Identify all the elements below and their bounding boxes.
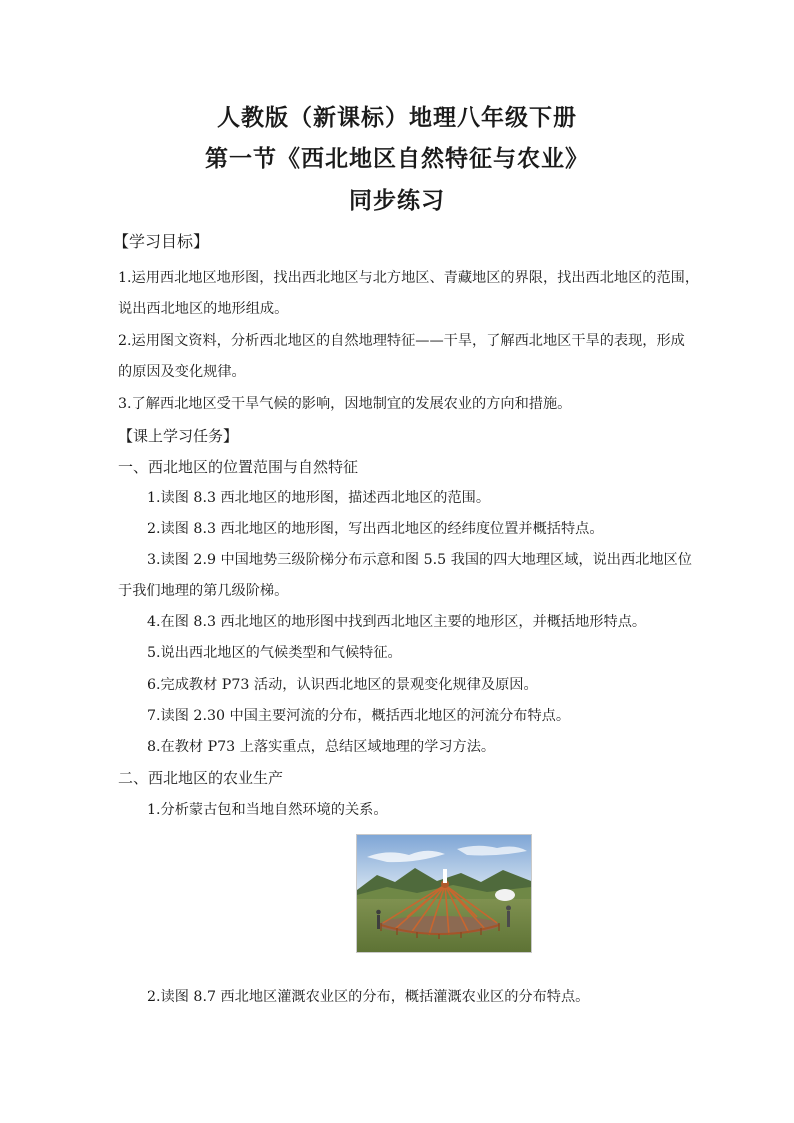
section1-item-6: 6.完成教材 P73 活动，认识西北地区的景观变化规律及原因。 (147, 677, 538, 693)
yurt-photo (356, 834, 532, 953)
section1-item-3-line1: 3.读图 2.9 中国地势三级阶梯分布示意和图 5.5 我国的四大地理区域，说出西北地区位 (147, 552, 692, 568)
objective-2-line2: 的原因及变化规律。 (118, 364, 246, 380)
tasks-heading: 【课上学习任务】 (118, 427, 239, 445)
objective-1-line1: 1.运用西北地区地形图，找出西北地区与北方地区、青藏地区的界限，找出西北地区的范围， (118, 270, 700, 286)
section1-item-4: 4.在图 8.3 西北地区的地形图中找到西北地区主要的地形区，并概括地形特点。 (147, 614, 647, 630)
section1-title: 一、西北地区的位置范围与自然特征 (118, 458, 359, 476)
objective-1-line2: 说出西北地区的地形组成。 (118, 301, 289, 317)
section1-item-1: 1.读图 8.3 西北地区的地形图，描述西北地区的范围。 (147, 490, 491, 506)
section2-item-1: 1.分析蒙古包和当地自然环境的关系。 (147, 802, 388, 818)
section1-item-5: 5.说出西北地区的气候类型和气候特征。 (147, 645, 402, 661)
section2-title: 二、西北地区的农业生产 (118, 769, 284, 787)
section1-item-3-line2: 于我们地理的第几级阶梯。 (118, 583, 289, 599)
section1-item-2: 2.读图 8.3 西北地区的地形图，写出西北地区的经纬度位置并概括特点。 (147, 521, 604, 537)
section2-item-2: 2.读图 8.7 西北地区灌溉农业区的分布，概括灌溉农业区的分布特点。 (147, 989, 590, 1005)
objective-3: 3.了解西北地区受干旱气候的影响，因地制宜的发展农业的方向和措施。 (118, 396, 572, 412)
doc-title-line3: 同步练习 (349, 187, 445, 214)
doc-title-line2: 第一节《西北地区自然特征与农业》 (205, 145, 589, 172)
section1-item-8: 8.在教材 P73 上落实重点，总结区域地理的学习方法。 (147, 739, 496, 755)
doc-title-line1: 人教版（新课标）地理八年级下册 (217, 104, 577, 131)
objective-2-line1: 2.运用图文资料，分析西北地区的自然地理特征——干旱，了解西北地区干旱的表现，形成 (118, 333, 685, 349)
objectives-heading: 【学习目标】 (113, 232, 210, 251)
section1-item-7: 7.读图 2.30 中国主要河流的分布，概括西北地区的河流分布特点。 (147, 708, 571, 724)
